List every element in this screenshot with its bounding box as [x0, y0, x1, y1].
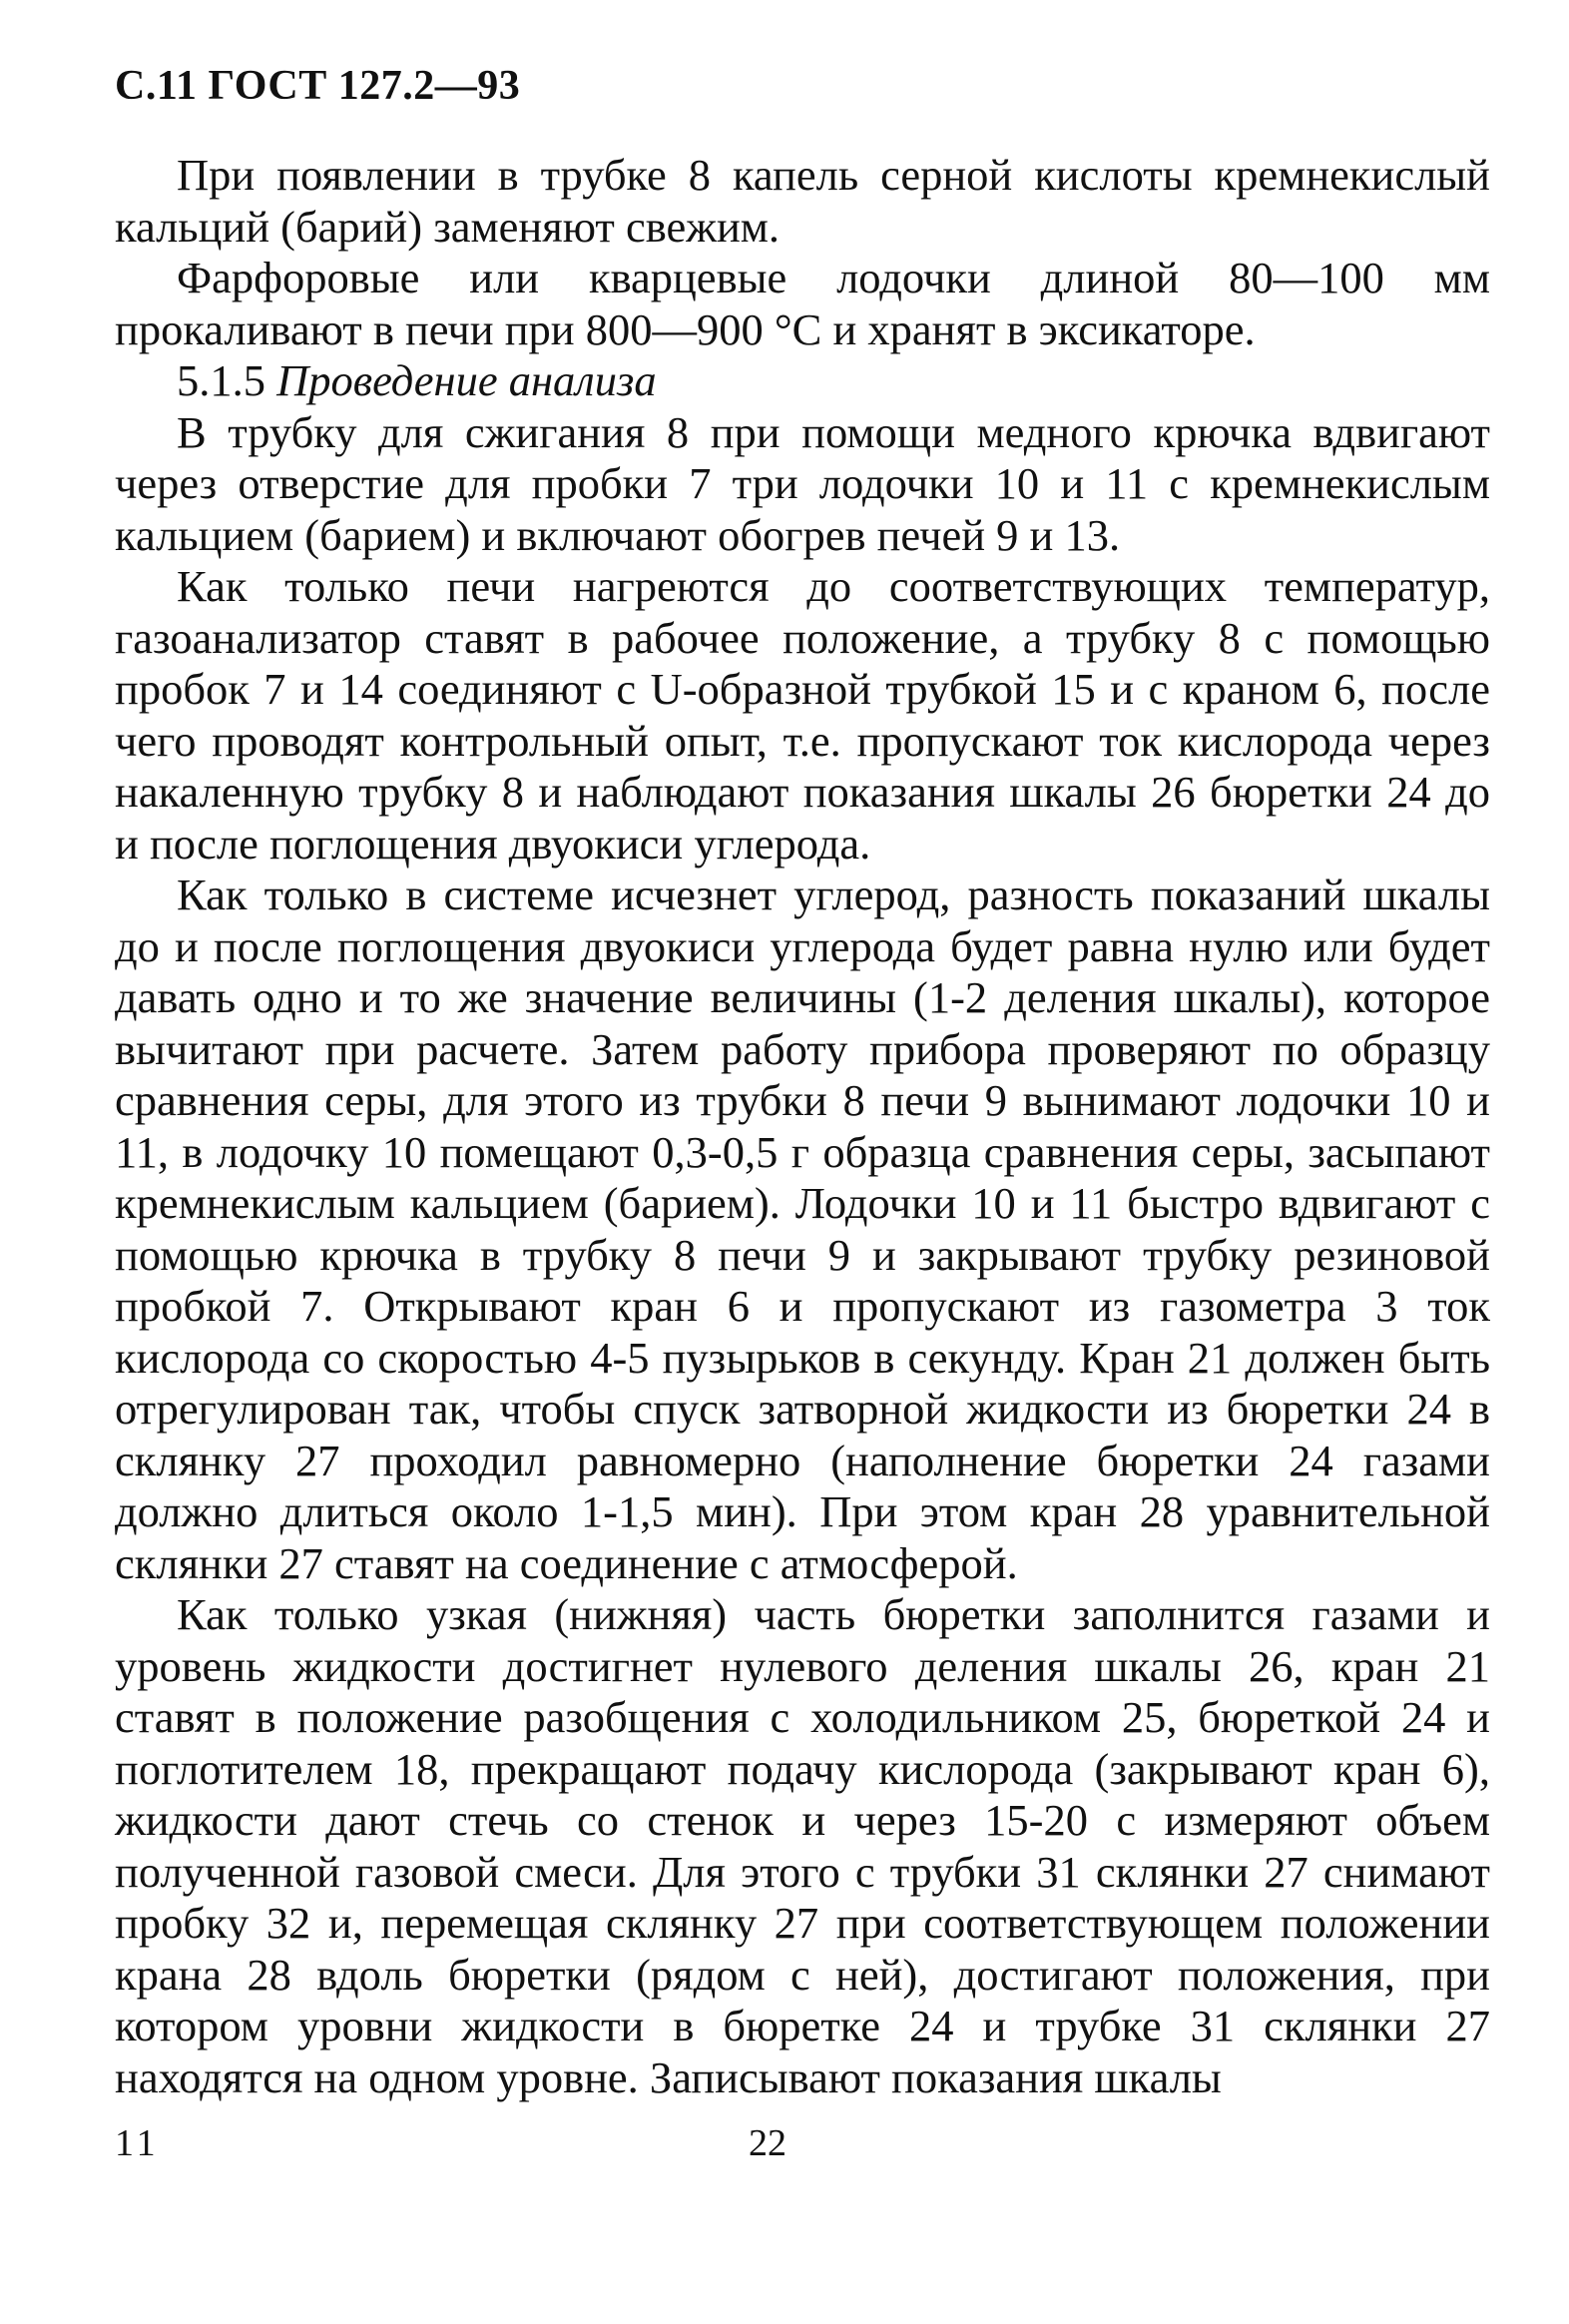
- paragraph-reference-sample: Как только в системе исчезнет углерод, разность показаний шкалы до и после поглощения двуокиси углерода будет равна нулю или будет давать одно и то же значение величины (1-2 деления шкалы), которое вычитают при расчете. Затем работу прибора проверяют по образцу сравнения серы, для этого из трубки 8 печи 9 вынимают лодочки 10 и 11, в лодочку 10 помещают 0,3-0,5 г образца сравнения серы, засыпают кремнекислым кальцием (барием). Лодочки 10 и 11 быстро вдвигают с помощью крючка в трубку 8 печи 9 и закрывают трубку резиновой пробкой 7. Открывают кран 6 и пропускают из газометра 3 ток кислорода со скоростью 4-5 пузырьков в секунду. Кран 21 должен быть отрегулирован так, чтобы спуск затворной жидкости из бюретки 24 в склянку 27 проходил равномерно (наполнение бюретки 24 газами должно длиться около 1-1,5 мин). При этом кран 28 уравнительной склянки 27 ставят на соединение с атмосферой.: [115, 870, 1490, 1588]
- subsection-title: Проведение анализа: [276, 355, 657, 405]
- subsection-number: 5.1.5: [177, 355, 265, 405]
- body-text: [115, 150, 1490, 2103]
- footer-left-mark: 11: [115, 2122, 160, 2164]
- subsection-heading: [115, 355, 1490, 407]
- paragraph-gas-volume-measurement: Как только узкая (нижняя) часть бюретки заполнится газами и уровень жидкости достигнет нулевого деления шкалы 26, кран 21 ставят в положение разобщения с холодильником 25, бюреткой 24 и поглотителем 18, прекращают подачу кислорода (закрывают кран 6), жидкости дают стечь со стенок и через 15-20 с измеряют объем полученной газовой смеси. Для этого с трубки 31 склянки 27 снимают пробку 32 и, перемещая склянку 27 при соответствующем положении крана 28 вдоль бюретки (рядом с ней), достигают положения, при котором уровни жидкости в бюретке 24 и трубке 31 склянки 27 находятся на одном уровне. Записывают показания шкалы: [115, 1589, 1490, 2102]
- paragraph-boats-calcination: Фарфоровые или кварцевые лодочки длиной 80—100 мм прокаливают в печи при 800—900 °С и хранят в эксикаторе.: [115, 253, 1490, 354]
- page-number: 22: [749, 2122, 786, 2164]
- running-header: С.11 ГОСТ 127.2—93: [115, 63, 521, 109]
- paragraph-insert-boats: В трубку для сжигания 8 при помощи медного крючка вдвигают через отверстие для пробки 7 три лодочки 10 и 11 с кремнекислым кальцием (барием) и включают обогрев печей 9 и 13.: [115, 406, 1490, 560]
- paragraph-replace-calcium-silicate: При появлении в трубке 8 капель серной кислоты кремнекислый кальций (барий) заменяют свежим.: [115, 150, 1490, 252]
- paragraph-control-test: Как только печи нагреются до соответствующих температур, газоанализатор ставят в рабочее положение, а трубку 8 с помощью пробок 7 и 14 соединяют с U-образной трубкой 15 и с краном 6, после чего проводят контрольный опыт, т.е. пропускают ток кислорода через накаленную трубку 8 и наблюдают показания шкалы 26 бюретки 24 до и после поглощения двуокиси углерода.: [115, 561, 1490, 869]
